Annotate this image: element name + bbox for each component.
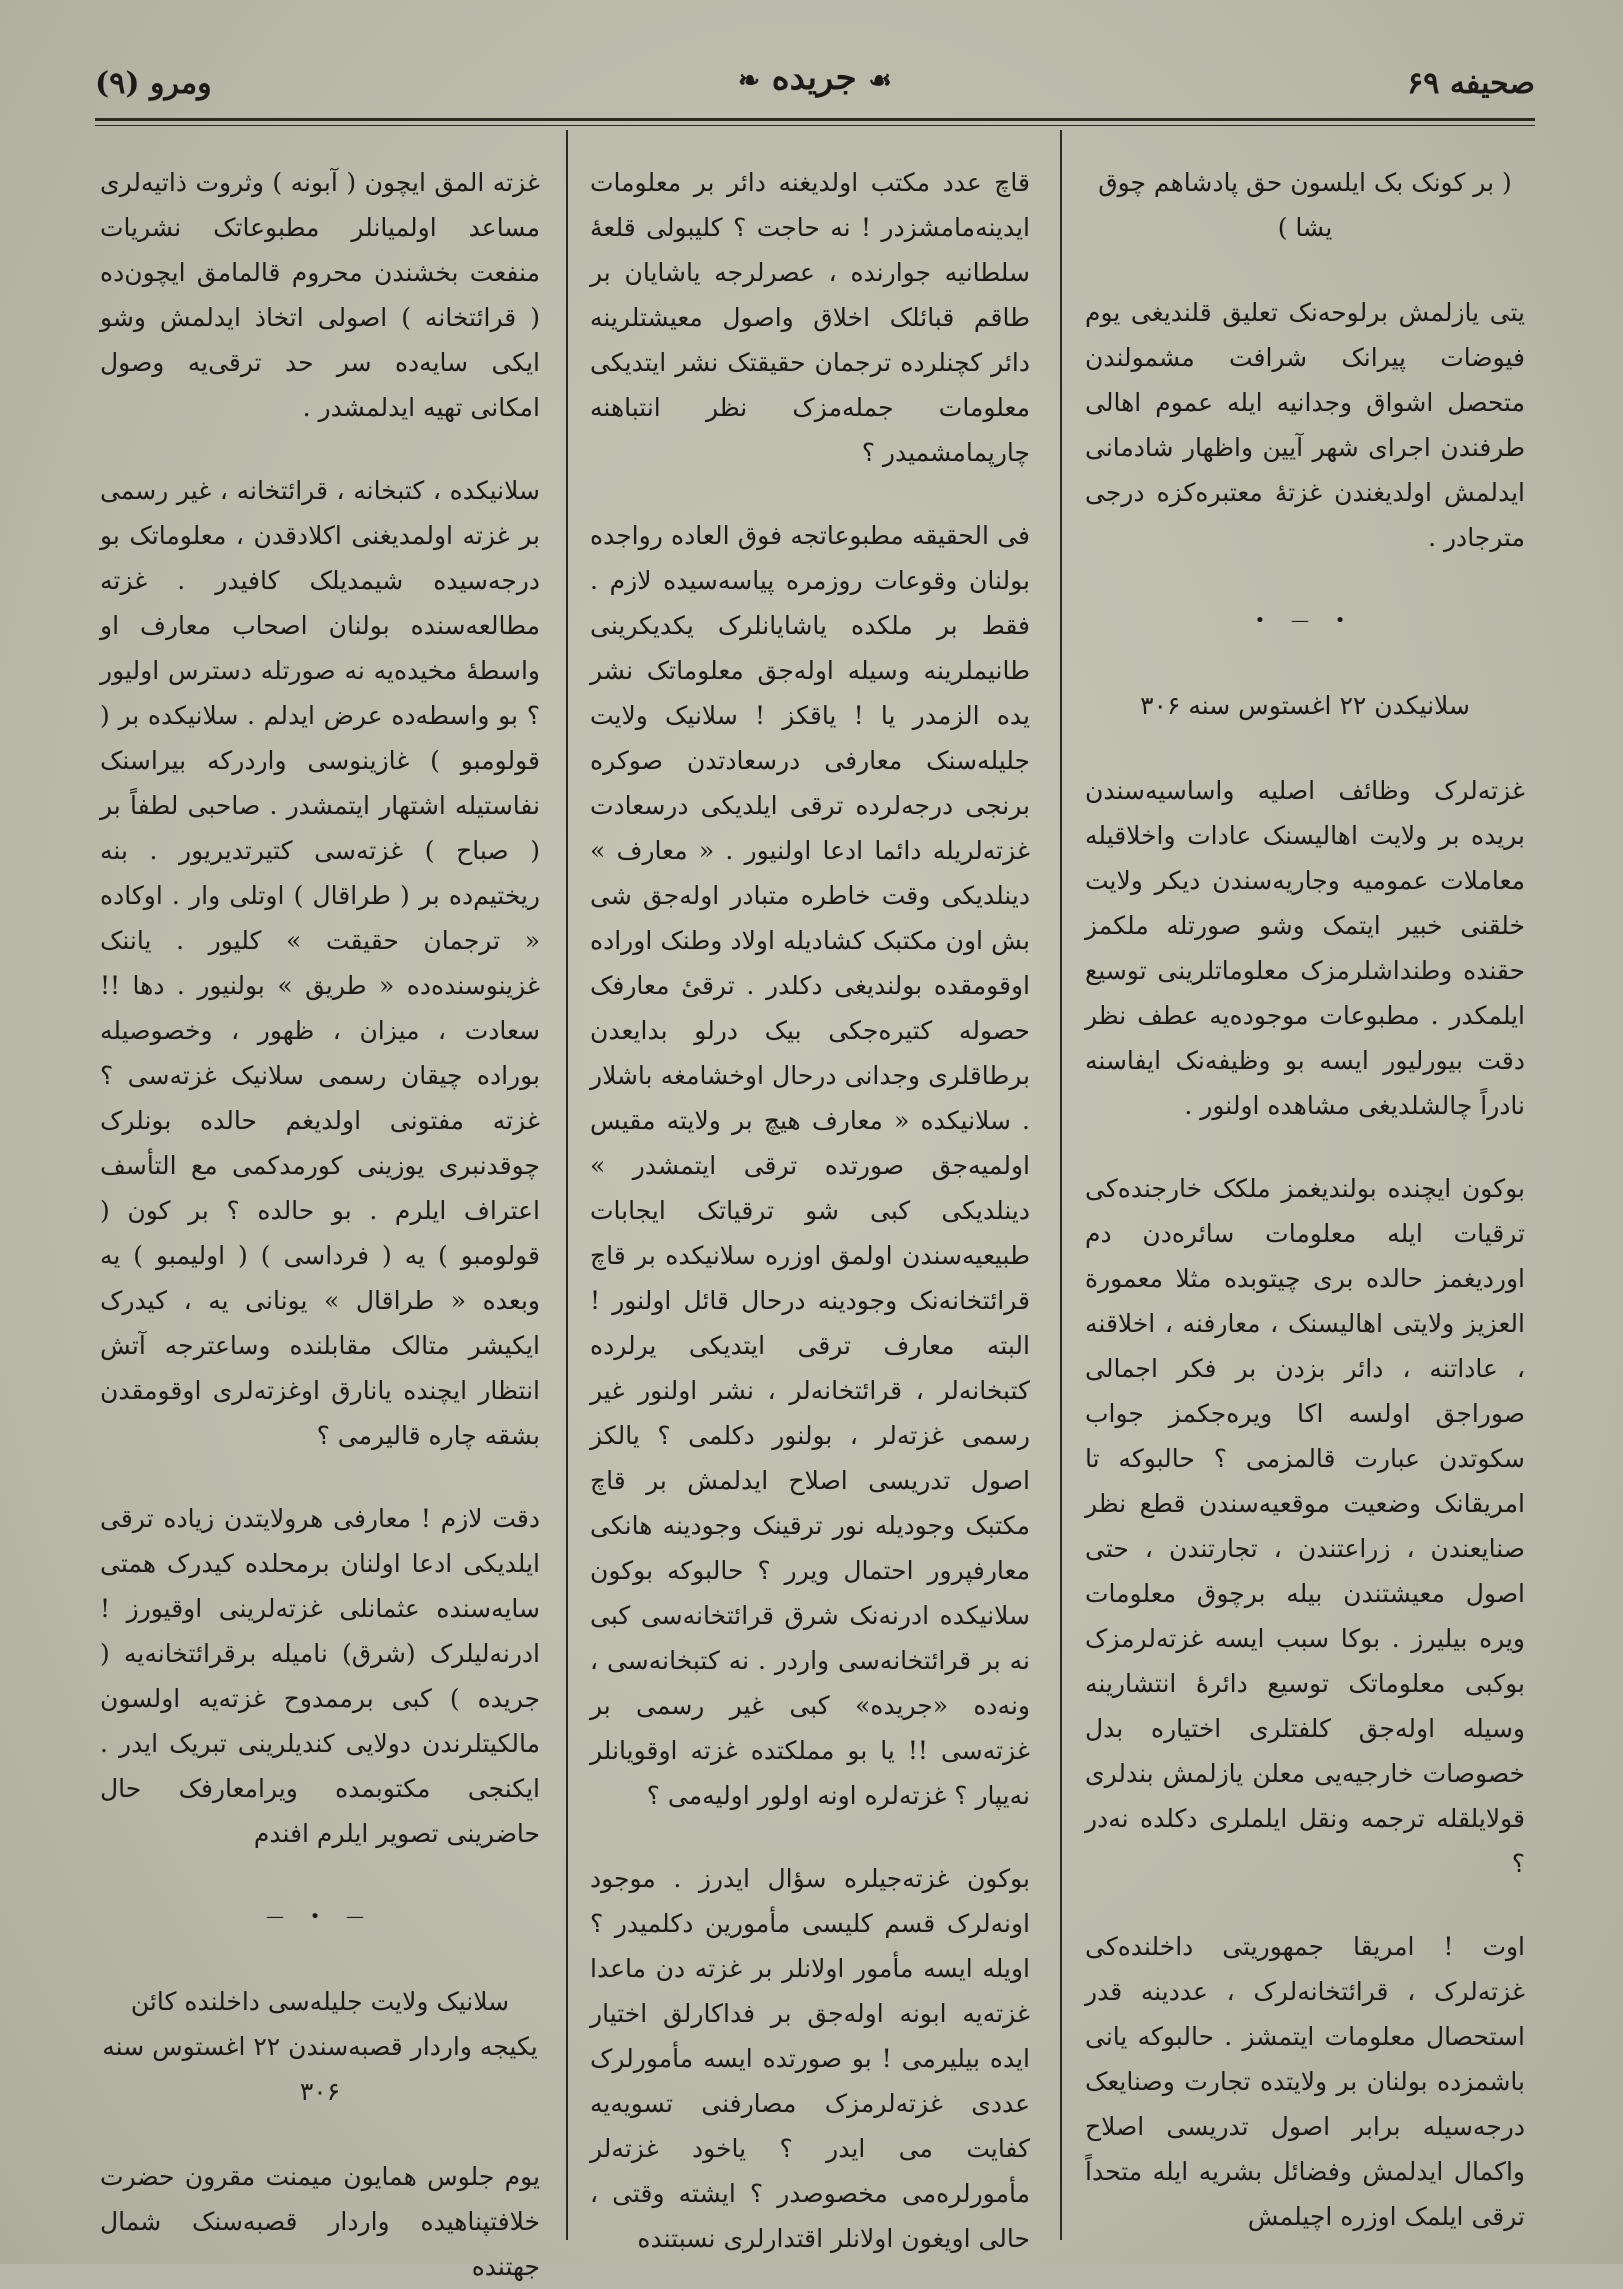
issue-number: (۹) bbox=[95, 66, 140, 101]
paragraph: غزته‌لرک وظائف اصلیه واساسیه‌سندن بریده بر ولایت اهالیسنک عادات واخلاقیله معاملات عمومیه وجاریه‌سندن دیکر ولایت خلقنی خبیر ایتمک وشو صورتله ملکمز حقنده وطنداشلرمزک معلوماتلرینی توسیع ایلمکدر . مطبوعات موجوده‌یه عطف نظر دقت بیورلیور ایسه بو وظیفه‌نک ایفاسنه نادراً چالشلدیغی مشاهده اولنور . bbox=[1085, 776, 1525, 1120]
masthead-title: جریده bbox=[771, 58, 857, 98]
dateline: سلانیکدن ۲۲ اغستوس سنه ۳۰۶ bbox=[1140, 691, 1470, 720]
header-rule bbox=[95, 118, 1535, 121]
masthead bbox=[95, 58, 1535, 98]
paragraph: دقت لازم ! معارفی هرولایتدن زیاده ترقی ایلدیکی ادعا اولنان برمحلده کیدرک همتی سایه‌سنده عثمانلی غزته‌لرینی اوقیورز ! ادرنه‌لیلرک (شرق) نامیله برقرائتخانه‌یه ( جریده ) کبی برممدوح غزته‌یه اولسون مالکیتلرندن دولایی کندیلرینی تبریک ایدر . ایکنجی مکتوبمده ویرامعارفک حال حاضرینی تصویر ایلرم افندم bbox=[100, 1504, 540, 1848]
separator: — • — bbox=[265, 1906, 375, 1927]
dateline: سلانیک ولایت جلیله‌سی داخلنده کائن یکیجه واردار قصبه‌سندن ۲۲ اغستوس سنه ۳۰۶ bbox=[102, 1987, 538, 2106]
paragraph: سلانیکده ، کتبخانه ، قرائتخانه ، غیر رسمی بر غزته اولمدیغنی اکلادقدن ، معلوماتک بو درجه‌سیده شیمدیلک کافیدر . غزته مطالعه‌سنده بولنان اصحاب معارف او واسطهٔ مخیده‌یه نه صورتله دسترس اولیور ؟ بو واسطه‌ده عرض ایدلم . سلانیکده بر ( قولومبو ) غازینوسی واردرکه بیراسنک نفاستیله اشتهار ایتمشدر . صاحبی لطفاً بر ( صباح ) غزته‌سی کتیرتدیریور . بنه ریختیم‌ده بر ( طراقال ) اوتلی وار . اوکاده « ترجمان حقیقت » کلیور . یاننک غزینوسنده‌ده « طریق » بولنیور . دها !! سعادت ، میزان ، ظهور ، وخصوصیله بوراده چیقان رسمی سلانیک غزته‌سی ؟ غزته مفتونی اولدیغم حالده بونلرک چوقدنبری یوزینی کورمدکمی مع التأسف اعتراف ایلرم . بو حالده ؟ بر کون ( قولومبو ) یه ( فرداسی ) ( اولیمبو ) یه وبعده « طراقال » یونانی یه ، کیدرک ایکیشر متالک مقابلنده وساعترجه آتش انتظار ایچنده یانارق اوغزته‌لری اوقومقدن بشقه چاره قالیرمی ؟ bbox=[100, 476, 540, 1450]
column-divider-left bbox=[566, 130, 568, 2240]
article-title: ( بر کونک بک ایلسون حق پادشاهم چوق یشا ) bbox=[1098, 168, 1512, 242]
paragraph: قاچ عدد مکتب اولدیغنه دائر بر معلومات ایدینه‌مامشزدر ! نه حاجت ؟ کلیبولی قلعهٔ سلطانیه جوارنده ، عصرلرجه یاشایان بر طاقم قبائلک اخلاق واصول معیشتلرینه دائر کچنلرده ترجمان حقیقتک نشر ایتدیکی معلومات جمله‌مزک نظر انتباهنه چارپمامشمیدر ؟ bbox=[590, 168, 1030, 467]
paragraph: اوت ! امریقا جمهوریتی داخلنده‌کی غزته‌لرک ، قرائتخانه‌لرک ، عددینه قدر استحصال معلومات ایتمشز . حالبوکه یانی باشمزده بولنان بر ولایتده تجارت وصنایعک درجه‌سیله برابر اصول تدریسی اصلاح واکمال ایدلمش وفضائل بشریه ایله متحداً ترقی ایلمک اوزره اچیلمش bbox=[1085, 1932, 1525, 2231]
paragraph: یوم جلوس همایون میمنت مقرون حضرت خلافتپناهیده واردار قصبه‌سنک شمال جهتنده bbox=[100, 2162, 540, 2281]
paragraph: بوکون غزته‌جیلره سؤال ایدرز . موجود اونه‌لرک قسم کلیسی مأمورین دکلمیدر ؟ اویله ایسه مأمور اولانلر بر غزته دن ماعدا غزته‌یه ابونه اوله‌جق بر فداکارلق اختیار ایده بیلیرمی ! بو صورتده ایسه مأمورلرک عددی غزته‌لرمزک مصارفنی تسویه‌یه کفایت می ایدر ؟ یاخود غزته‌لر مأمورلره‌می مخصوصدر ؟ ایشته وقتی ، حالی اویغون اولانلر اقتدارلری نسبتنده bbox=[590, 1864, 1030, 2253]
issue-label: ومرو bbox=[149, 66, 212, 101]
page-header bbox=[95, 58, 1535, 116]
paragraph: بوکون ایچنده بولندیغمز ملکک خارجنده‌کی ترقیات ایله معلومات سائره‌دن دم اوردیغمز حالده بری چیتوبده مثلا معمورة العزیز ولایتی اهالیسنک ، معارفنه ، اخلاقنه ، عاداتنه ، دائر بزدن بر فکر اجمالی صوراجق اولسه اکا ویره‌جکمز جواب سکوتدن عبارت قالمزمی ؟ حالبوکه تا امریقانک وضعیت موقعیه‌سندن قطع نظر صنایعندن ، زراعتندن ، تجارتندن ، حتی اصول معیشتندن بیله برچوق معلومات ویره بیلیرز . بوکا سبب ایسه غزته‌لرمزک بوکبی معلوماتک توسیع دائرهٔ انتشارینه وسیله اوله‌جق کلفتلری اختیاره بدل خصوصات خارجیه‌یی معلن یازلمش بندلری قولایلقله ترجمه ونقل ایلملری دکلده نه‌در ؟ bbox=[1085, 1174, 1525, 1878]
paragraph: فی الحقیقه مطبوعاتجه فوق العاده رواجده بولنان وقوعات روزمره پیاسه‌سیده لازم . فقط بر ملکده یاشایانلرک یکدیکرینی طانیملرینه وسیله اوله‌جق معلوماتک نشر یده الزمدر یا ! یاقکز ! سلانیک ولایت جلیله‌سنک معارفی درسعادتدن صوکره برنجی درجه‌لرده ترقی ایلدیکی درسعادت غزته‌لریله دائما ادعا اولنیور . « معارف » دینلدیکی وقت خاطره متبادر اوله‌جق شی بش اون مکتبک کشادیله اولاد وطنک اوراده اوقومقده بولندیغی دکلدر . ترقیٔ معارفک حصوله کتیره‌جکی بیک درلو بدایعدن برطاقلری وجدانی درحال اوخشامغه باشلار . سلانیکده « معارف هیچ بر ولایته مقیس اولمیه‌جق صورتده ترقی ایتمشدر » دینلدیکی کبی شو ترقیاتک ایجابات طبیعیه‌سندن اولمق اوزره سلانیکده بر قاچ قرائتخانه‌نک وجودینه درحال قائل اولنور ! البته معارف ترقی ایتدیکی یرلرده کتبخانه‌لر ، قرائتخانه‌لر ، نشر اولنور غیر رسمی غزته‌لر ، بولنور دکلمی ؟ یالکز اصول تدریسی اصلاح ایدلمش بر قاچ مکتبک وجودیله نور ترقینک وجودینه هانکی معارفپرور احتمال ویرر ؟ حالبوکه بوکون سلانیکده ادرنه‌نک شرق قرائتخانه‌سی کبی نه بر قرائتخانه‌سی واردر . نه کتبخانه‌سی ، ونه‌ده «جریده» کبی غیر رسمی بر غزته‌سی !! یا بو مملکتده غزته اوقویانلر نه‌یپار ؟ غزته‌لره اونه اولور اولیه‌می ؟ bbox=[590, 521, 1030, 1810]
header-rule-thin bbox=[95, 125, 1535, 126]
ornament-right-icon: ☙ bbox=[868, 66, 892, 96]
paragraph: غزته المق ایچون ( آبونه ) وثروت ذاتیه‌لری مساعد اولمیانلر مطبوعاتک نشریات منفعت بخشندن محروم قالمامق ایچون‌ده ( قرائتخانه ) اصولی اتخاذ ایدلمش وشو ایکی سایه‌ده سر حد ترقی‌یه وصول امکانی تهیه ایدلمشدر . bbox=[100, 168, 540, 422]
column-divider-right bbox=[1060, 130, 1062, 2240]
separator: • — • bbox=[1254, 610, 1356, 631]
column-right bbox=[1085, 160, 1525, 2231]
column-middle bbox=[590, 160, 1030, 2253]
column-left bbox=[100, 160, 540, 2281]
ornament-left-icon: ❧ bbox=[738, 66, 760, 96]
paragraph: یتی یازلمش برلوحه‌نک تعلیق قلندیغی یوم فیوضات پیرانک شرافت مشمولندن متحصل اشواق وجدانیه ایله عموم اهالی طرفندن اجرای شهر آیین واظهار شادمانی ایدلمش اولدیغندن غزته‌ٔ معتبره‌کزه درجی مترجادر . bbox=[1085, 298, 1525, 552]
page-label: صحیفه ۶۹ bbox=[1407, 66, 1535, 101]
issue-info bbox=[95, 66, 212, 101]
